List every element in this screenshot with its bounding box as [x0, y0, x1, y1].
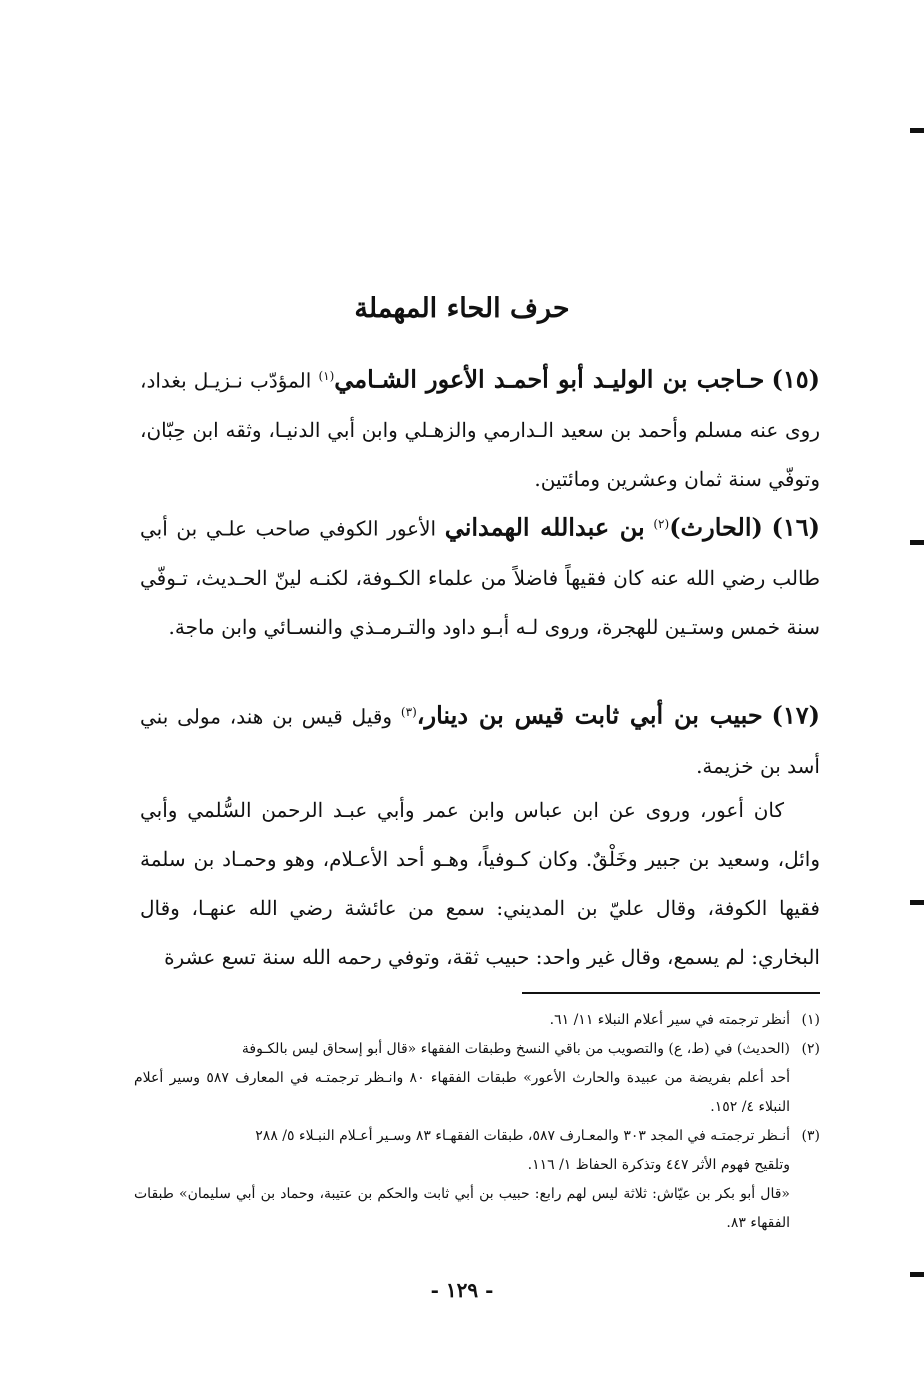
footnote-text: (الحديث) في (ط، ع) والتصويب من باقي النسخ وطبقات الفقهاء «قال أبو إسحاق ليس بالكـوفة: [241, 1041, 790, 1057]
entry-number: (١٦): [771, 512, 821, 542]
entry-prefix: (الحارث): [669, 512, 763, 542]
section-heading: حرف الحاء المهملة: [354, 293, 570, 324]
footnote-3: [134, 1122, 820, 1151]
entry-16: [140, 500, 820, 652]
entry-text: وقيل قيس بن هند، مولى بني أسد بن خزيمة.: [140, 704, 820, 778]
footnote-2-continued: أحد أعلم بفريضة من عبيدة والحارث الأعور» طبقات الفقهاء ٨٠ وانـظر ترجمتـه في المعارف ٥٨٧ وسير أعلام النبلاء ٤/ ١٥٢.: [134, 1070, 790, 1115]
scan-edge-mark: [910, 128, 924, 133]
footnote-2: [134, 1035, 820, 1064]
footnote-1: [134, 1006, 820, 1035]
entry-number: (١٥): [771, 364, 820, 394]
footnote-ref: (٢): [653, 517, 670, 531]
footnote-number: (٣): [801, 1128, 820, 1144]
entry-paragraph-text: كان أعور، وروى عن ابن عباس وابن عمر وأبي عبـد الرحمن السُّلمي وأبي وائل، وسعيد بن جبير وخَلْقٌ. وكان كـوفياً، وهـو أحد الأعـلام، وهو وحمـاد بن سلمة فقيها الكوفة، وقال عليّ بن المديني: سمع من عائشة رضي الله عنهـا، وقال البخاري: لم يسمع، وقال غير واحد: حبيب ثقة، وتوفي رحمه الله سنة تسع عشرة: [140, 798, 820, 969]
footnote-ref: (٣): [400, 705, 417, 719]
footnote-text: أنظر ترجمته في سير أعلام النبلاء ١١/ ٦١.: [549, 1012, 790, 1028]
entry-name: حبيب بن أبي ثابت قيس بن دينار،: [416, 700, 763, 730]
footnote-text: أنـظر ترجمتـه في المجد ٣٠٣ والمعـارف ٥٨٧، طبقات الفقهـاء ٨٣ وسـير أعـلام النبـلاء ٥/ ٢٨٨: [255, 1128, 790, 1144]
entry-number: (١٧): [771, 700, 821, 730]
footnotes: [134, 1006, 820, 1238]
footnote-number: (٢): [801, 1041, 820, 1057]
entry-name: بن عبدالله الهمداني: [444, 512, 645, 542]
entry-17: [140, 688, 820, 791]
scan-edge-mark: [910, 540, 924, 545]
footnote-number: (١): [801, 1012, 820, 1028]
entry-text: المؤدّب نـزيـل بغداد، روى عنه مسلم وأحمد بن سعيد الـدارمي والزهـلي وابن أبي الدنيـا، وثقه ابن حِبّان، وتوفّي سنة ثمان وعشرين ومائتين.: [140, 368, 820, 491]
page-number: - ١٢٩ -: [430, 1278, 494, 1302]
entry-15: [140, 352, 820, 504]
footnote-3-continued: وتلقيح فهوم الأثر ٤٤٧ وتذكرة الحفاظ ١/ ١١٦.: [527, 1157, 790, 1173]
entry-17-paragraph: [140, 786, 820, 982]
scan-edge-mark: [910, 1272, 924, 1277]
footnote-ref: (١): [318, 369, 335, 383]
footnote-3-quote: «قال أبو بكر بن عيّاش: ثلاثة ليس لهم رابع: حبيب بن أبي ثابت والحكم بن عتيبة، وحماد بن أبي سليمان» طبقات الفقهاء ٨٣.: [134, 1186, 790, 1231]
entry-name: حـاجب بن الوليـد أبو أحمـد الأعور الشـامي: [334, 364, 765, 394]
scan-edge-mark: [910, 900, 924, 905]
footnote-divider: [522, 992, 820, 994]
entry-text: الأعور الكوفي صاحب علـي بن أبي طالب رضي الله عنه كان فقيهاً فاضلاً من علماء الكـوفة، لكنـه لينّ الحـديث، تـوفّي سنة خمس وستـين للهجرة، وروى لـه أبـو داود والتـرمـذي والنسـائي وابن ماجة.: [140, 516, 820, 639]
